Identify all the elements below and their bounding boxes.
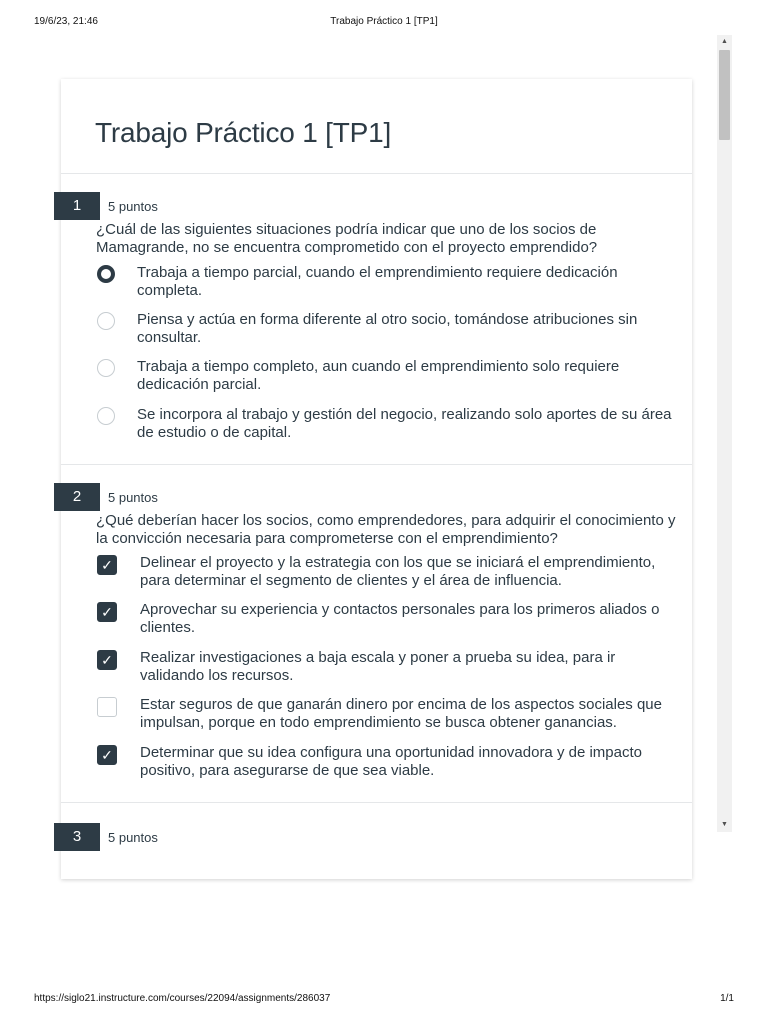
question-number: 3: [54, 823, 100, 851]
page-viewport: [34, 35, 732, 845]
answer-label: Se incorpora al trabajo y gestión del negocio, realizando solo aportes de su área de estudio o de capital.: [137, 406, 672, 441]
page-title: Trabajo Práctico 1 [TP1]: [95, 117, 392, 148]
radio-icon[interactable]: [97, 407, 115, 425]
radio-icon[interactable]: [97, 312, 115, 330]
checkbox-checked-icon[interactable]: ✓: [97, 555, 117, 575]
scroll-down-arrow-icon[interactable]: ▼: [721, 821, 728, 828]
question-text: ¿Qué deberían hacer los socios, como emprendedores, para adquirir el conocimiento y la convicción necesaria para comprometerse con el emprendimiento?: [96, 512, 676, 547]
print-datetime: 19/6/23, 21:46: [34, 16, 98, 27]
question-divider: [61, 802, 692, 803]
print-page-number: 1/1: [720, 993, 734, 1004]
question-3: [61, 823, 692, 863]
quiz-card: [61, 79, 692, 879]
print-doc-title: Trabajo Práctico 1 [TP1]: [330, 16, 438, 27]
scrollbar-thumb[interactable]: [719, 50, 730, 140]
question-points: 5 puntos: [108, 490, 158, 505]
question-points: 5 puntos: [108, 830, 158, 845]
question-points: 5 puntos: [108, 199, 158, 214]
print-footer: [34, 993, 734, 1007]
question-divider: [61, 464, 692, 465]
answer-label: Piensa y actúa en forma diferente al otro socio, tomándose atribuciones sin consultar.: [137, 311, 638, 346]
question-1: [61, 192, 692, 462]
question-2: [61, 483, 692, 793]
question-number: 1: [54, 192, 100, 220]
answer-label: Determinar que su idea configura una oportunidad innovadora y de impacto positivo, para asegurarse de que sea viable.: [140, 744, 642, 779]
checkbox-icon[interactable]: [97, 697, 117, 717]
question-number: 2: [54, 483, 100, 511]
radio-icon[interactable]: [97, 359, 115, 377]
answer-label: Aprovechar su experiencia y contactos personales para los primeros aliados o clientes.: [140, 601, 660, 636]
answer-label: Trabaja a tiempo parcial, cuando el emprendimiento requiere dedicación completa.: [137, 264, 618, 299]
print-url: https://siglo21.instructure.com/courses/22094/assignments/286037: [34, 993, 331, 1004]
question-text: ¿Cuál de las siguientes situaciones podría indicar que uno de los socios de Mamagrande, no se encuentra comprometido con el proyecto emprendido?: [96, 221, 598, 256]
checkbox-checked-icon[interactable]: ✓: [97, 650, 117, 670]
answer-label: Delinear el proyecto y la estrategia con los que se iniciará el emprendimiento, para determinar el segmento de clientes y el área de influencia.: [140, 554, 656, 589]
answer-label: Estar seguros de que ganarán dinero por encima de los aspectos sociales que impulsan, porque en todo emprendimiento se busca obtener ganancias.: [140, 696, 662, 731]
scroll-up-arrow-icon[interactable]: ▲: [721, 38, 728, 45]
answer-label: Realizar investigaciones a baja escala y poner a prueba su idea, para ir validando los recursos.: [140, 649, 616, 684]
checkbox-checked-icon[interactable]: ✓: [97, 602, 117, 622]
vertical-scrollbar[interactable]: [717, 35, 732, 832]
checkbox-checked-icon[interactable]: ✓: [97, 745, 117, 765]
title-divider: [61, 173, 692, 174]
answer-label: Trabaja a tiempo completo, aun cuando el emprendimiento solo requiere dedicación parcial.: [137, 358, 620, 393]
print-header: [34, 16, 734, 30]
radio-selected-icon[interactable]: [97, 265, 115, 283]
